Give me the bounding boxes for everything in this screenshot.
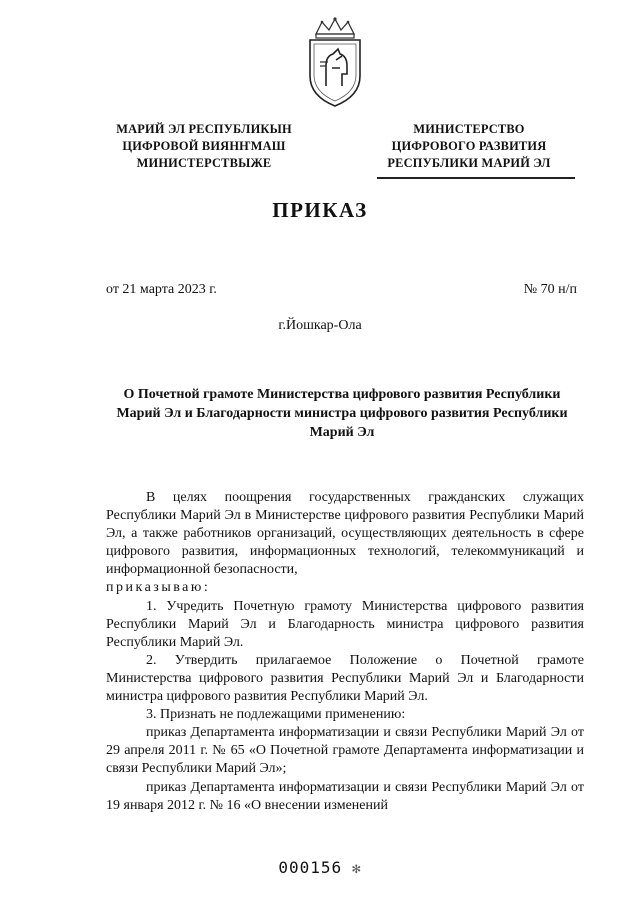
document-title: ПРИКАЗ	[272, 198, 368, 222]
header-right-line-3: РЕСПУБЛИКИ МАРИЙ ЭЛ	[387, 156, 551, 170]
serial-number: 000156	[278, 858, 343, 877]
stamp-mark-icon: ✻	[352, 861, 362, 877]
body-item-3: 3. Признать не подлежащими применению:	[146, 707, 406, 723]
order-city: г.Йошкар-Ола	[278, 318, 362, 333]
body-item-3a: приказ Департамента информатизации и связи Республики Марий Эл от 29 апреля 2011 г. № 65 «О Почетной грамоте Департамента информатизации и связи Республики Марий Эл»;	[106, 725, 584, 777]
order-body	[106, 489, 584, 815]
order-date: от 21 марта 2023 г.	[106, 282, 217, 297]
header-left-line-1: МАРИЙ ЭЛ РЕСПУБЛИКЫН	[116, 122, 292, 136]
body-item-2: 2. Утвердить прилагаемое Положение о Почетной грамоте Министерства цифрового развития Республики Марий Эл и Благодарности министра цифрового развития Республики Марий Эл.	[106, 652, 584, 705]
header-left-line-3: МИНИСТЕРСТВЫЖЕ	[136, 156, 272, 170]
order-number: № 70 н/п	[523, 282, 577, 297]
header-right-line-1: МИНИСТЕРСТВО	[413, 122, 525, 136]
header-right-russian	[369, 121, 569, 172]
body-item-3b: приказ Департамента информатизации и связи Республики Марий Эл от 19 января 2012 г. № 16 «О внесении изменений	[106, 779, 584, 813]
header-right-line-2: ЦИФРОВОГО РАЗВИТИЯ	[391, 139, 547, 153]
order-subject: О Почетной грамоте Министерства цифрового развития Республики Марий Эл и Благодарности министра цифрового развития Республики Марий Эл	[116, 387, 568, 440]
coat-of-arms-emblem	[302, 16, 368, 108]
body-item-1: 1. Учредить Почетную грамоту Министерства цифрового развития Республики Марий Эл и Благодарность министра цифрового развития Республики Марий Эл.	[106, 598, 584, 650]
body-intro: В целях поощрения государственных гражданских служащих Республики Марий Эл в Министерстве цифрового развития Республики Марий Эл, а также работников организаций, осуществляющих деятельность в сфере цифрового развития, информационных технологий, телекоммуникаций и информационной безопасности,	[106, 490, 584, 578]
header-underline	[377, 177, 575, 179]
footer	[0, 858, 640, 877]
header-left-mari	[104, 121, 304, 172]
header-left-line-2: ЦИФРОВОЙ ВИЯНҤМАШ	[122, 139, 286, 153]
body-prikazyvayu: приказываю:	[106, 580, 211, 596]
